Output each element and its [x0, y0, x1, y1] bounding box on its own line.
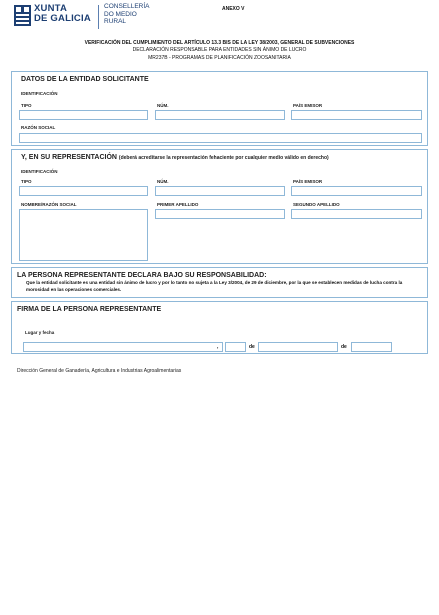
- representative-title-text: Y, EN SU REPRESENTACIÓN: [21, 154, 117, 161]
- applicant-num-field[interactable]: [155, 110, 285, 120]
- signature-title: FIRMA DE LA PERSONA REPRESENTANTE: [17, 306, 162, 313]
- xunta-logo-icon: [14, 5, 31, 26]
- place-field[interactable]: [23, 342, 223, 352]
- comma-separator: ,: [217, 344, 219, 350]
- applicant-identification-label: IDENTIFICACIÓN: [21, 91, 58, 96]
- month-field[interactable]: [258, 342, 338, 352]
- rep-segundo-apellido-field[interactable]: [291, 209, 422, 219]
- rep-nombre-label: NOMBRE/RAZÓN SOCIAL: [21, 202, 77, 207]
- applicant-razon-field[interactable]: [19, 133, 422, 143]
- rep-tipo-field[interactable]: [19, 186, 148, 196]
- doc-title-1: VERIFICACIÓN DEL CUMPLIMIENTO DEL ARTÍCULO 13.3 BIS DE LA LEY 38/2003, GENERAL DE SUBVENCIONES: [84, 40, 355, 46]
- logo-line2: DE GALICIA: [34, 13, 91, 24]
- applicant-tipo-label: TIPO: [21, 103, 32, 108]
- dept-line2: DO MEDIO: [104, 10, 137, 18]
- applicant-section: [11, 71, 428, 146]
- logo-divider: [98, 5, 99, 29]
- doc-title-2: DECLARACIÓN RESPONSABLE PARA ENTIDADES SIN ÁNIMO DE LUCRO: [132, 47, 307, 53]
- rep-tipo-label: TIPO: [21, 179, 32, 184]
- applicant-razon-label: RAZÓN SOCIAL: [21, 125, 56, 130]
- dept-line1: CONSELLERÍA: [104, 3, 150, 10]
- day-field[interactable]: [225, 342, 246, 352]
- footer-department: Dirección General de Ganadería, Agricultura e Industrias Agroalimentarias: [17, 368, 182, 374]
- rep-primer-apellido-label: PRIMER APELLIDO: [157, 202, 199, 207]
- rep-pais-label: PAÍS EMISOR: [293, 179, 323, 184]
- de-separator-2: de: [341, 344, 347, 350]
- rep-nombre-field[interactable]: [19, 209, 148, 261]
- year-field[interactable]: [351, 342, 392, 352]
- rep-pais-field[interactable]: [291, 186, 422, 196]
- representative-section: [11, 149, 428, 264]
- department-name: [104, 3, 150, 26]
- de-separator-1: de: [249, 344, 255, 350]
- rep-identification-label: IDENTIFICACIÓN: [21, 169, 58, 174]
- declaration-title: LA PERSONA REPRESENTANTE DECLARA BAJO SU RESPONSABILIDAD:: [17, 272, 267, 279]
- rep-num-label: NÚM.: [157, 179, 169, 184]
- dept-line3: RURAL: [104, 18, 127, 25]
- representative-title: [21, 154, 329, 161]
- signature-section: [11, 301, 428, 354]
- logo-line1: XUNTA: [34, 3, 68, 14]
- declaration-text: Que la entidad solicitante es una entidad sin ánimo de lucro y por lo tanto no sujeta a la Ley 3/2004, de 29 de diciembre, por la que se establecen medidas de lucha contra la morosidad en las operaciones comerciales.: [26, 280, 403, 292]
- applicant-pais-field[interactable]: [291, 110, 422, 120]
- logo-wordmark: [34, 4, 91, 24]
- place-date-label: Lugar y fecha: [25, 330, 55, 335]
- applicant-pais-label: PAÍS EMISOR: [293, 103, 323, 108]
- rep-num-field[interactable]: [155, 186, 285, 196]
- rep-primer-apellido-field[interactable]: [155, 209, 285, 219]
- applicant-tipo-field[interactable]: [19, 110, 148, 120]
- applicant-num-label: NÚM.: [157, 103, 169, 108]
- annex-label: ANEXO V: [222, 6, 245, 12]
- doc-title-3: MR237B - PROGRAMAS DE PLANIFICACIÓN ZOOSANITARIA: [148, 55, 291, 61]
- representative-note: (deberá acreditarse la representación fehaciente por cualquier medio válido en derecho): [118, 155, 329, 161]
- declaration-section: [11, 267, 428, 298]
- rep-segundo-apellido-label: SEGUNDO APELLIDO: [293, 202, 340, 207]
- applicant-title: DATOS DE LA ENTIDAD SOLICITANTE: [21, 76, 149, 83]
